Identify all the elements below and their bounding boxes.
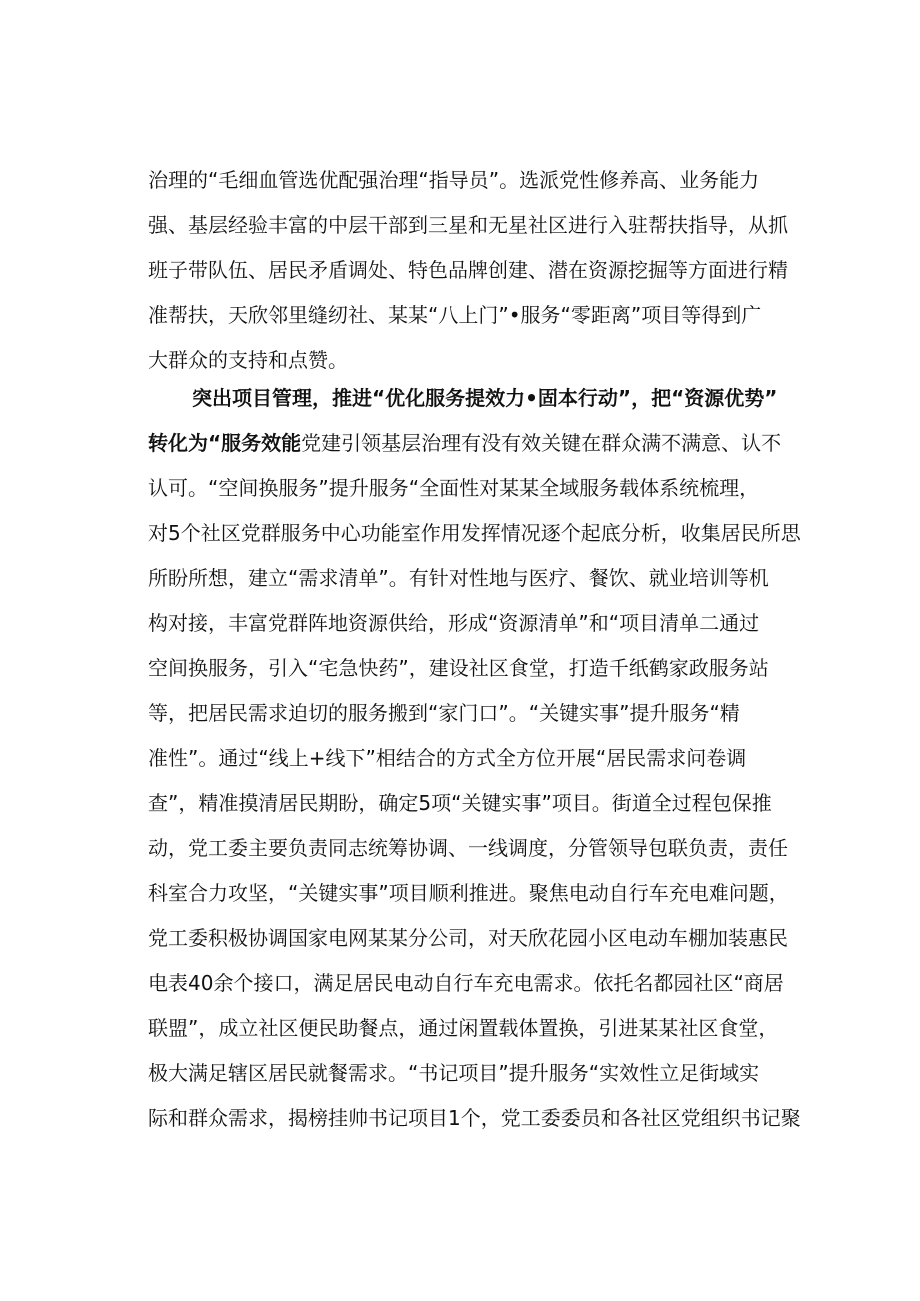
paragraph-2-line-2-text: 党建引领基层治理有没有效关键在群众满不满意、认不 xyxy=(301,431,782,455)
paragraph-2-line-10: 查”，精准摸清居民期盼，确定5项“关键实事”项目。街道全过程包保推 xyxy=(148,791,772,815)
paragraph-2-line-4: 对5个社区党群服务中心功能室作用发挥情况逐个起底分析，收集居民所思 xyxy=(148,521,801,545)
paragraph-1-line-1: 治理的“毛细血管选优配强治理“指导员”。选派党性修养高、业务能力 xyxy=(148,168,760,192)
paragraph-1-line-3: 班子带队伍、居民矛盾调处、特色品牌创建、潜在资源挖掘等方面进行精 xyxy=(148,258,788,282)
paragraph-2-line-17: 际和群众需求，揭榜挂帅书记项目1个，党工委委员和各社区党组织书记聚 xyxy=(148,1106,801,1130)
paragraph-2-line-9: 准性”。通过“线上+线下”相结合的方式全方位开展“居民需求问卷调 xyxy=(148,746,747,770)
paragraph-2-line-12: 科室合力攻坚，“关键实事”项目顺利推进。聚焦电动自行车充电难问题， xyxy=(148,881,789,905)
paragraph-2-line-16: 极大满足辖区居民就餐需求。“书记项目”提升服务“实效性立足街域实 xyxy=(148,1061,760,1085)
paragraph-2-line-14: 电表40余个接口，满足居民电动自行车充电需求。依托名都园社区“商居 xyxy=(148,971,784,995)
paragraph-2-line-13: 党工委积极协调国家电网某某分公司，对天欣花园小区电动车棚加装惠民 xyxy=(148,926,788,950)
paragraph-2-heading-tail: 转化为“服务效能 xyxy=(148,431,302,455)
paragraph-2-line-2 xyxy=(148,429,781,457)
paragraph-2-line-8: 等，把居民需求迫切的服务搬到“家门口”。“关键实事”提升服务“精 xyxy=(148,701,740,725)
paragraph-1-line-5: 大群众的支持和点赞。 xyxy=(148,348,348,372)
paragraph-2-line-5: 所盼所想，建立“需求清单”。有针对性地与医疗、餐饮、就业培训等机 xyxy=(148,566,769,590)
paragraph-2-line-11: 动，党工委主要负责同志统筹协调、一线调度，分管领导包联负责，责任 xyxy=(148,836,788,860)
paragraph-1-line-4: 准帮扶，天欣邻里缝纫社、某某“八上门”•服务“零距离”项目等得到广 xyxy=(148,303,762,327)
paragraph-2-line-7: 空间换服务，引入“宅急快药”，建设社区食堂，打造千纸鹤家政服务站 xyxy=(148,656,769,680)
paragraph-2-heading: 突出项目管理，推进“优化服务提效力•固本行动”，把“资源优势” xyxy=(192,386,778,410)
paragraph-1-line-2: 强、基层经验丰富的中层干部到三星和无星社区进行入驻帮扶指导，从抓 xyxy=(148,213,788,237)
paragraph-2-line-3: 认可。“空间换服务”提升服务“全面性对某某全域服务载体系统梳理， xyxy=(148,476,760,500)
paragraph-2-line-15: 联盟”，成立社区便民助餐点，通过闲置载体置换，引进某某社区食堂， xyxy=(148,1016,779,1040)
paragraph-2-line-6: 构对接，丰富党群阵地资源供给，形成“资源清单”和“项目清单二通过 xyxy=(148,611,760,635)
